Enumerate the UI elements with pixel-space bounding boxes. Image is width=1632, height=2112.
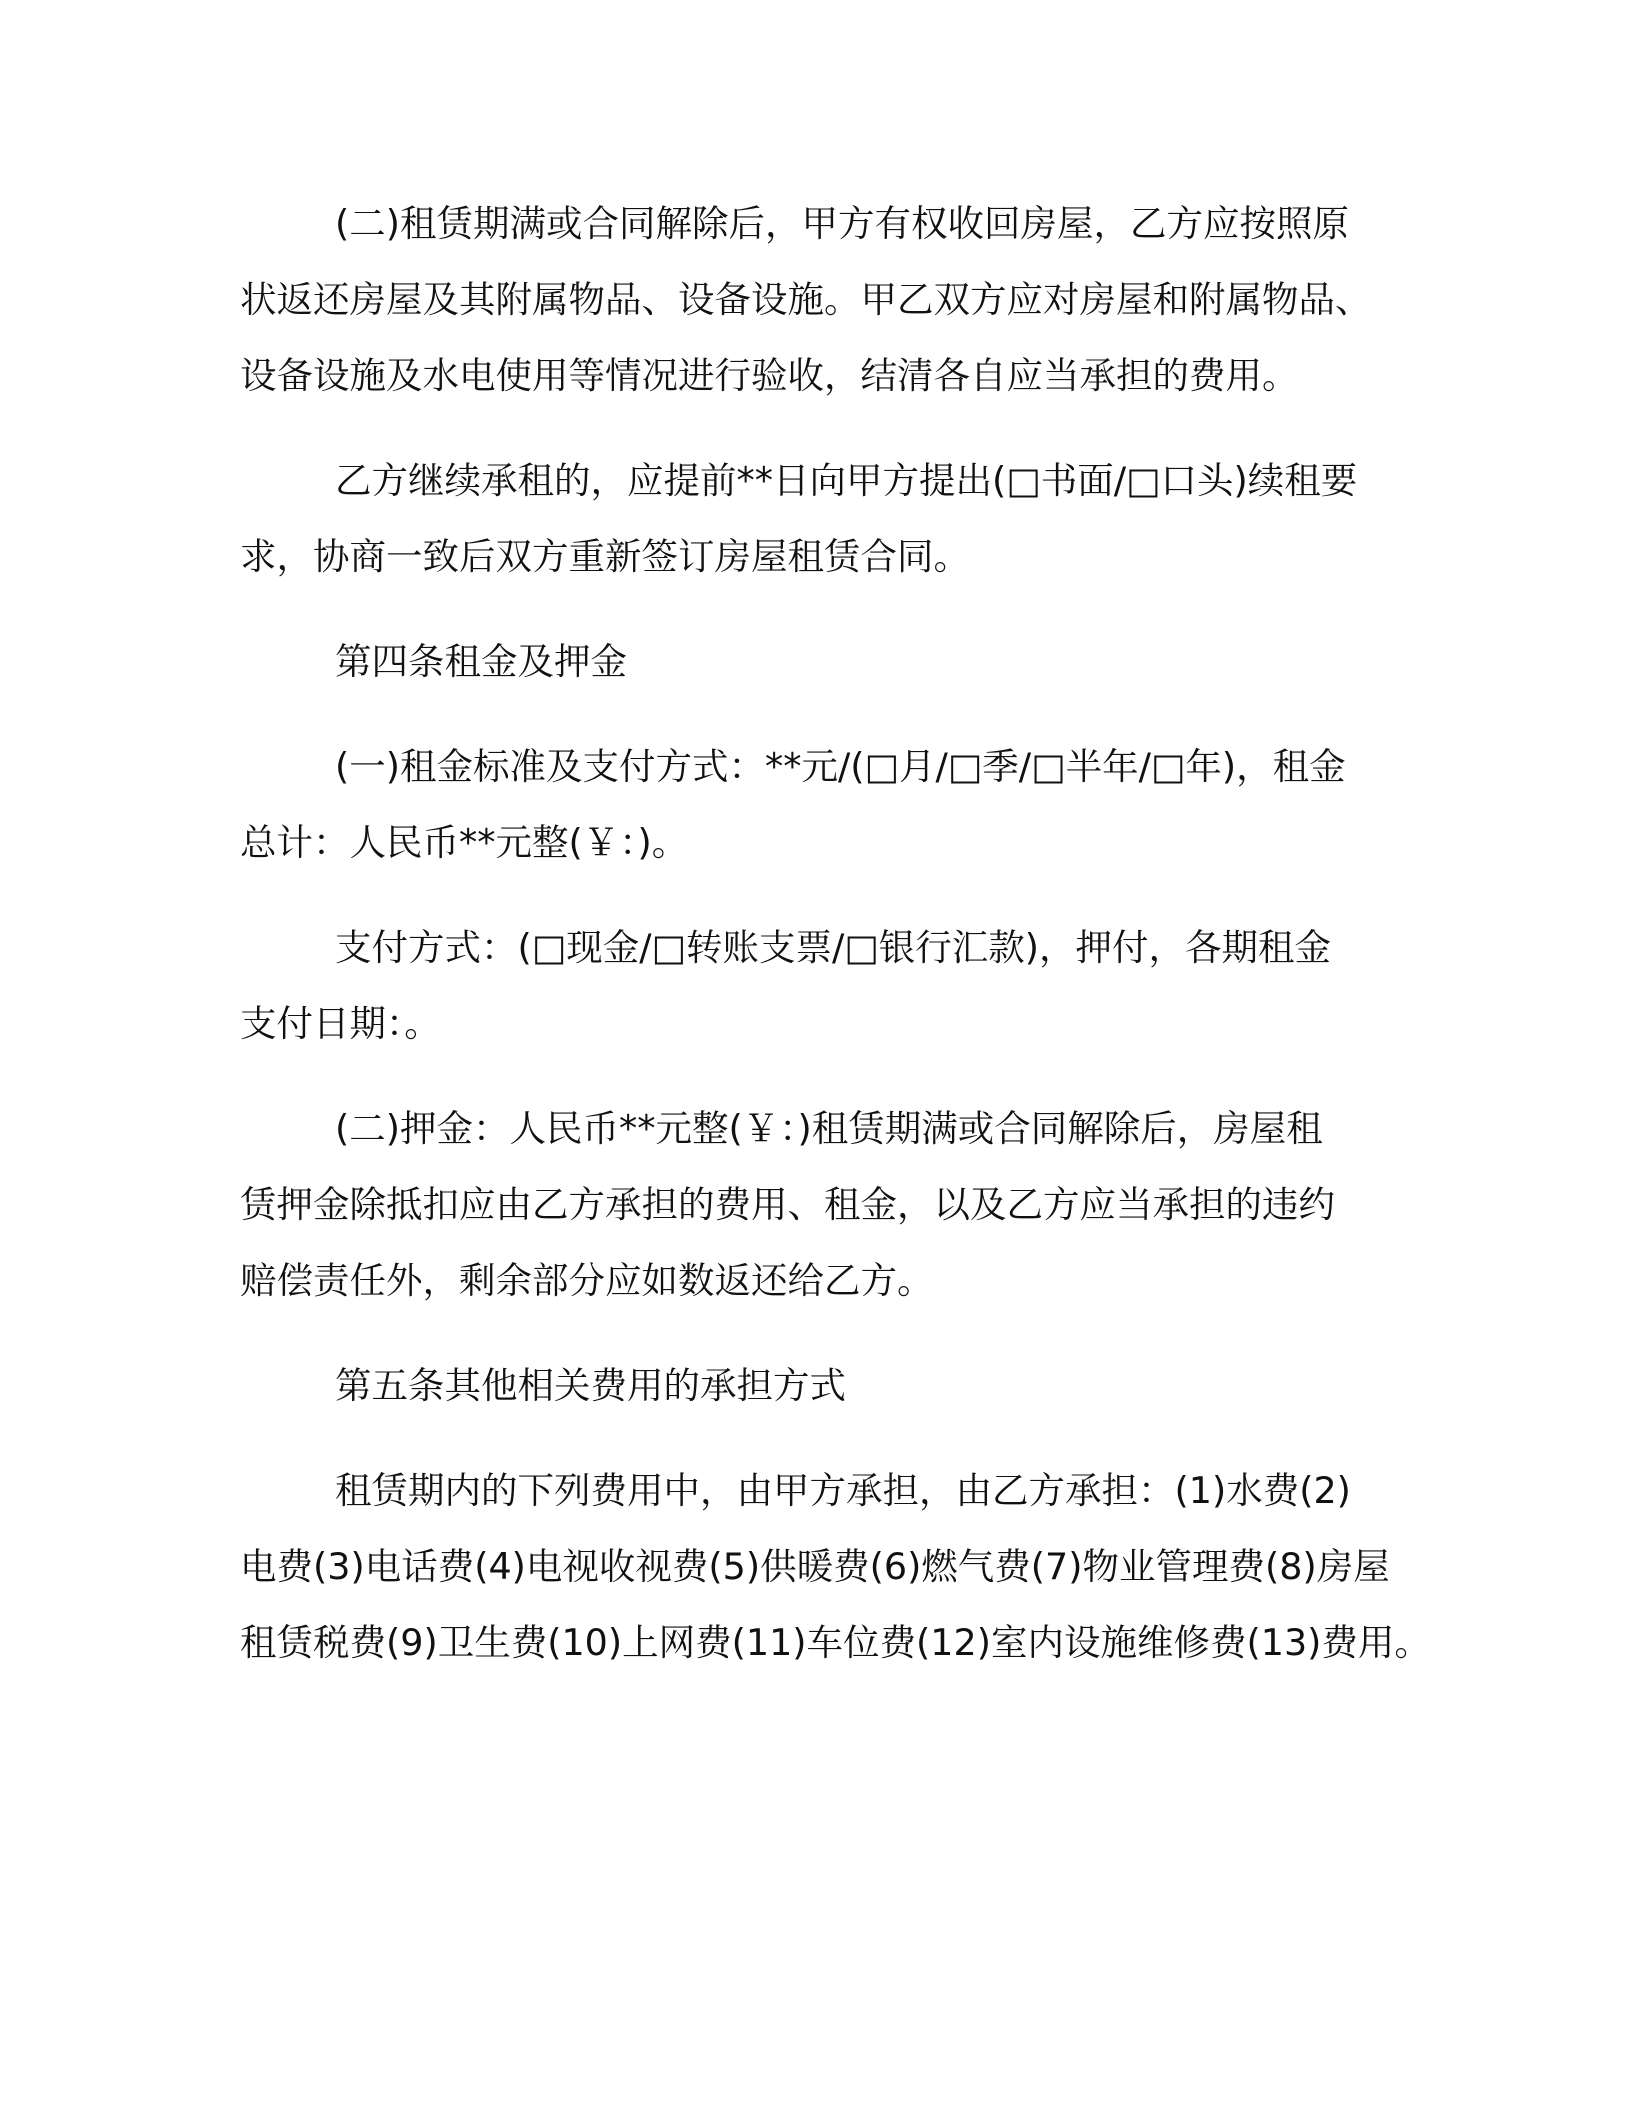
- heading-text: 第四条租金及押金: [335, 640, 627, 683]
- text-line: 租赁税费(9)卫生费(10)上网费(11)车位费(12)室内设施维修费(13)费用。: [240, 1621, 1431, 1664]
- text-line: 设备设施及水电使用等情况进行验收，结清各自应当承担的费用。: [240, 354, 1299, 397]
- text-line: (二)押金：人民币**元整(￥：)租赁期满或合同解除后，房屋租: [335, 1107, 1323, 1150]
- paragraph-renewal: [240, 443, 1412, 595]
- text-line: 支付方式：(□现金/□转账支票/□银行汇款)，押付，各期租金: [335, 926, 1332, 969]
- text-line: 求，协商一致后双方重新签订房屋租赁合同。: [240, 535, 970, 578]
- heading-text: 第五条其他相关费用的承担方式: [335, 1364, 846, 1407]
- paragraph-deposit: [240, 1091, 1412, 1319]
- text-line: 租赁期内的下列费用中，由甲方承担，由乙方承担：(1)水费(2): [335, 1469, 1351, 1512]
- paragraph-payment-method: [240, 910, 1412, 1062]
- text-line: 赁押金除抵扣应由乙方承担的费用、租金，以及乙方应当承担的违约: [240, 1183, 1335, 1226]
- article-4-heading: [240, 624, 1412, 700]
- paragraph-fees: [240, 1453, 1431, 1681]
- document-body: [240, 186, 1431, 1710]
- text-line: 电费(3)电话费(4)电视收视费(5)供暖费(6)燃气费(7)物业管理费(8)房屋: [240, 1545, 1390, 1588]
- text-line: 乙方继续承租的，应提前**日向甲方提出(□书面/□口头)续租要: [335, 459, 1358, 502]
- paragraph-return-house: [240, 186, 1412, 414]
- text-line: (二)租赁期满或合同解除后，甲方有权收回房屋，乙方应按照原: [335, 202, 1349, 245]
- text-line: 赔偿责任外，剩余部分应如数返还给乙方。: [240, 1259, 934, 1302]
- paragraph-rent-standard: [240, 729, 1412, 881]
- text-line: 状返还房屋及其附属物品、设备设施。甲乙双方应对房屋和附属物品、: [240, 278, 1372, 321]
- text-line: (一)租金标准及支付方式：**元/(□月/□季/□半年/□年)，租金: [335, 745, 1346, 788]
- text-line: 支付日期：。: [240, 1002, 441, 1045]
- text-line: 总计：人民币**元整(￥：)。: [240, 821, 689, 864]
- article-5-heading: [240, 1348, 1412, 1424]
